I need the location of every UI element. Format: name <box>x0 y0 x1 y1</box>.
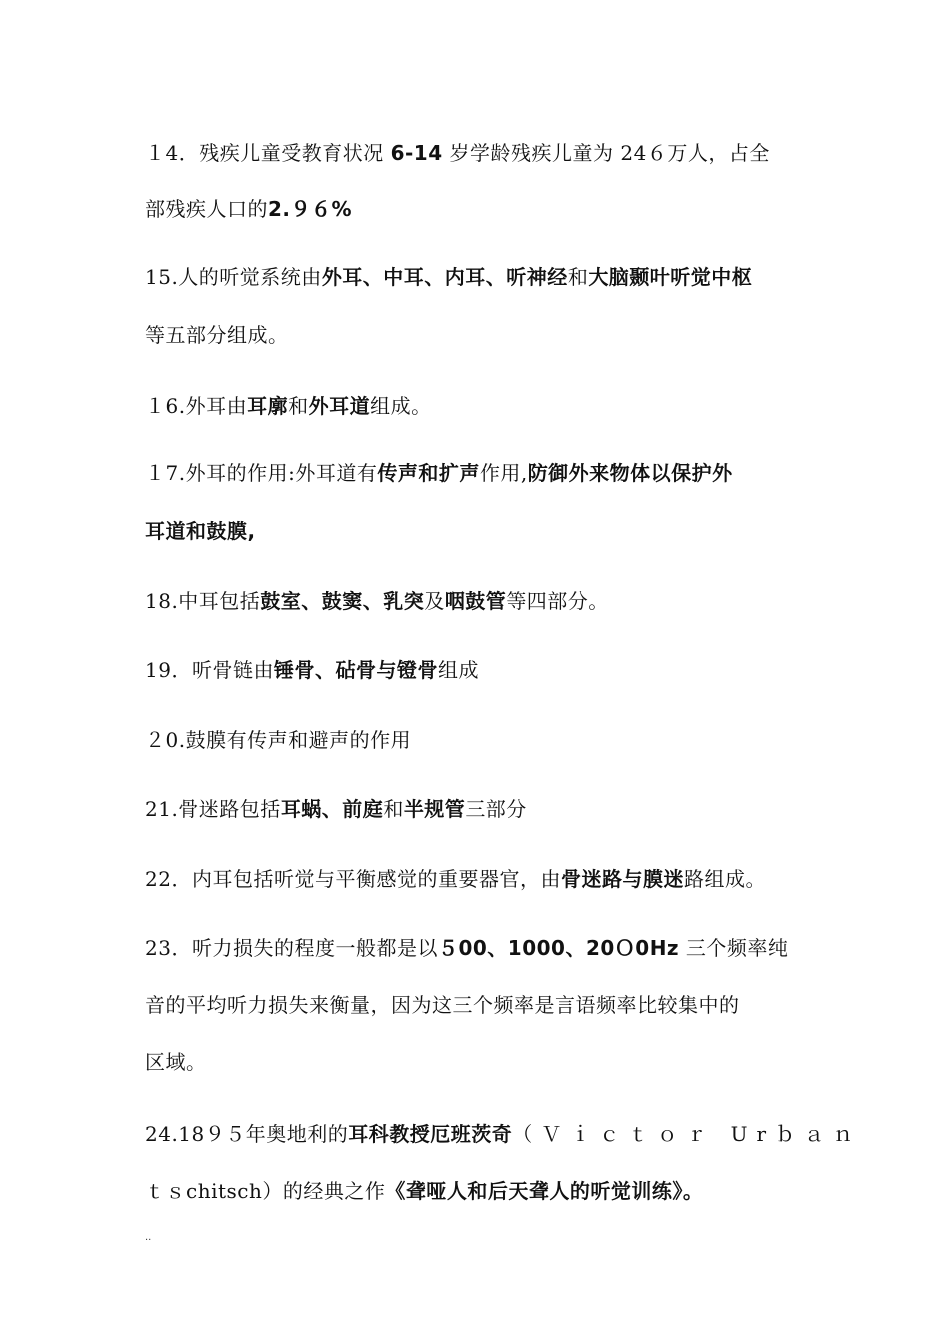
text-line-22: 22．内耳包括听觉与平衡感觉的重要器官，由骨迷路与膜迷路组成。 <box>145 867 766 891</box>
footer-mark: .. <box>145 1232 152 1243</box>
text-line-14a: １4．残疾儿童受教育状况 6-14 岁学龄残疾儿童为 24６万人，占全 <box>145 141 770 165</box>
text-line-23a: 23．听力损失的程度一般都是以５00、1000、20Ｏ0Hz 三个频率纯 <box>145 936 789 960</box>
text-line-16: １6.外耳由耳廓和外耳道组成。 <box>145 394 432 418</box>
text-line-18: 18.中耳包括鼓室、鼓窦、乳突及咽鼓管等四部分。 <box>145 589 609 613</box>
text-line-17a: １7.外耳的作用:外耳道有传声和扩声作用,防御外来物体以保护外 <box>145 461 733 485</box>
text-line-21: 21.骨迷路包括耳蜗、前庭和半规管三部分 <box>145 797 527 821</box>
text-line-14b: 部残疾人口的2.９６% <box>145 197 353 221</box>
text-line-24a: 24.18９５年奥地利的耳科教授厄班茨奇（Ｖｉｃｔｏｒ Urｂａｎ <box>145 1122 863 1146</box>
text-line-23c: 区域。 <box>145 1050 207 1074</box>
text-line-23b: 音的平均听力损失来衡量，因为这三个频率是言语频率比较集中的 <box>145 993 740 1017</box>
text-line-17b: 耳道和鼓膜, <box>145 519 256 543</box>
text-line-24b: ｔｓchitsch）的经典之作《聋哑人和后天聋人的听觉训练》。 <box>145 1179 704 1203</box>
text-line-20: ２0.鼓膜有传声和避声的作用 <box>145 728 412 752</box>
text-line-19: 19．听骨链由锤骨、砧骨与镫骨组成 <box>145 658 479 682</box>
text-line-15a: 15.人的听觉系统由外耳、中耳、内耳、听神经和大脑颞叶听觉中枢 <box>145 265 753 289</box>
text-line-15b: 等五部分组成。 <box>145 323 289 347</box>
